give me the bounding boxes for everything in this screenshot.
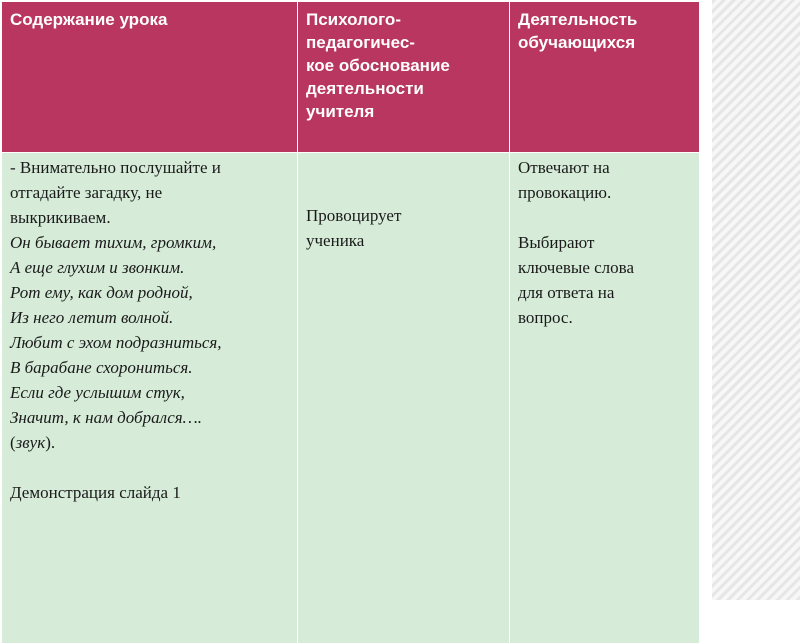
riddle-line: Рот ему, как дом родной, <box>10 283 193 302</box>
answer-open-paren: ( <box>10 433 16 452</box>
teacher-rationale-cell <box>298 153 510 644</box>
header-row <box>2 2 700 153</box>
riddle-line: Любит с эхом подразниться, <box>10 333 222 352</box>
riddle-line: А еще глухим и звонким. <box>10 258 185 277</box>
header-label-line: обучающихся <box>518 33 636 52</box>
header-label-line: кое обоснование <box>306 56 450 75</box>
rationale-line: Провоцирует <box>306 206 402 225</box>
activity-line: провокацию. <box>518 183 612 202</box>
header-label-line: педагогичес- <box>306 33 415 52</box>
riddle-line: Он бывает тихим, громким, <box>10 233 217 252</box>
activity-line: Выбирают <box>518 233 595 252</box>
slide-demo-note: Демонстрация слайда 1 <box>10 483 181 502</box>
student-activity-cell <box>510 153 700 644</box>
spacer <box>518 205 693 230</box>
header-teacher-rationale <box>298 2 510 153</box>
header-student-activity <box>510 2 700 153</box>
riddle-line: Если где услышим стук, <box>10 383 185 402</box>
activity-line: вопрос. <box>518 308 573 327</box>
decorative-stripe <box>712 0 800 600</box>
spacer <box>10 455 291 480</box>
activity-line: Отвечают на <box>518 158 610 177</box>
header-lesson-content <box>2 2 298 153</box>
answer-close-paren: ). <box>45 433 56 452</box>
activity-line: ключевые слова <box>518 258 635 277</box>
rationale-line: ученика <box>306 231 365 250</box>
header-label: Содержание урока <box>10 10 168 29</box>
riddle-line: Значит, к нам добрался…. <box>10 408 203 427</box>
answer-word: звук <box>15 433 46 452</box>
header-label-line: деятельности <box>306 79 424 98</box>
header-label-line: Психолого- <box>306 10 401 29</box>
activity-line: для ответа на <box>518 283 615 302</box>
header-label-line: учителя <box>306 102 375 121</box>
riddle-line: В барабане схорониться. <box>10 358 193 377</box>
lesson-content-cell <box>2 153 298 644</box>
riddle-answer <box>10 430 291 455</box>
intro-line: выкрикиваем. <box>10 208 111 227</box>
intro-line: - Внимательно послушайте и <box>10 158 221 177</box>
riddle-line: Из него летит волной. <box>10 308 174 327</box>
header-label-line: Деятельность <box>518 10 638 29</box>
intro-line: отгадайте загадку, не <box>10 183 163 202</box>
lesson-table <box>1 1 700 644</box>
content-row <box>2 153 700 644</box>
